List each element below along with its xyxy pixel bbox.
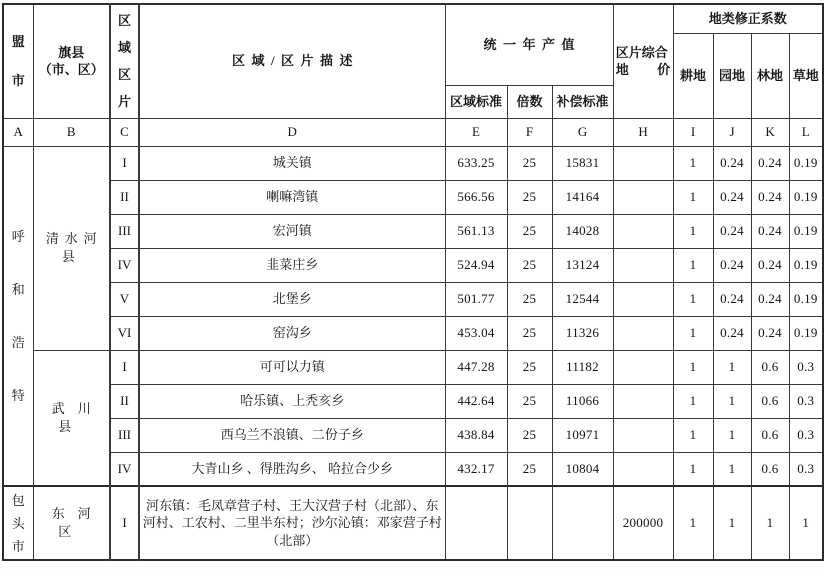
compensation-cell: 14164 [552,180,613,214]
col-letter-c: C [110,118,139,146]
table-row [3,384,823,418]
region-standard-cell: 501.77 [445,282,507,316]
farmland-coef-cell: 1 [673,486,713,560]
zone-price-cell [613,316,673,350]
grassland-coef-cell: 1 [789,486,823,560]
multiplier-cell: 25 [507,282,552,316]
grassland-coef-cell: 0.3 [789,418,823,452]
forest-coef-cell: 0.6 [751,350,789,384]
zone-price-cell [613,350,673,384]
multiplier-cell: 25 [507,452,552,486]
col-header-zone [110,4,139,118]
zone-cell: I [110,486,139,560]
zone-price-cell [613,452,673,486]
multiplier-cell: 25 [507,384,552,418]
region-standard-cell: 561.13 [445,214,507,248]
grassland-coef-cell: 0.19 [789,316,823,350]
col-header-zone-price [613,4,673,118]
region-standard-cell: 432.17 [445,452,507,486]
farmland-coef-cell: 1 [673,384,713,418]
forest-coef-cell: 0.24 [751,316,789,350]
forest-coef-cell: 0.24 [751,282,789,316]
forest-coef-cell: 0.6 [751,418,789,452]
table-row [3,418,823,452]
col-letter-f: F [507,118,552,146]
compensation-cell: 13124 [552,248,613,282]
zone-cell: II [110,180,139,214]
zone-price-cell: 200000 [613,486,673,560]
compensation-cell: 11182 [552,350,613,384]
zone-price-cell [613,418,673,452]
region-standard-cell: 453.04 [445,316,507,350]
col-letter-l: L [789,118,823,146]
farmland-coef-cell: 1 [673,214,713,248]
table-row [3,180,823,214]
compensation-cell: 10971 [552,418,613,452]
multiplier-cell: 25 [507,316,552,350]
orchard-coef-cell: 1 [713,350,751,384]
orchard-coef-cell: 1 [713,486,751,560]
forest-coef-cell: 0.24 [751,214,789,248]
description-cell: 城关镇 [139,146,445,180]
farmland-coef-cell: 1 [673,180,713,214]
orchard-coef-cell: 1 [713,418,751,452]
region-standard-cell: 633.25 [445,146,507,180]
league-cell-baotou [3,486,33,560]
zone-cell: III [110,418,139,452]
farmland-coef-cell: 1 [673,248,713,282]
multiplier-cell: 25 [507,248,552,282]
compensation-cell: 14028 [552,214,613,248]
county-cell-wuchuan: 武川县 [33,350,110,486]
orchard-coef-cell: 0.24 [713,316,751,350]
zone-price-cell [613,146,673,180]
description-cell: 喇嘛湾镇 [139,180,445,214]
county-cell-donghe: 东河区 [33,486,110,560]
description-cell: 西乌兰不浪镇、二份子乡 [139,418,445,452]
col-letter-b: B [33,118,110,146]
zone-cell: I [110,350,139,384]
description-cell: 河东镇：毛凤章营子村、王大汉营子村（北部）、东河村、工农村、二里半东村；沙尔沁镇：邓家营子村（北部） [139,486,445,560]
multiplier-cell: 25 [507,146,552,180]
zone-price-cell [613,214,673,248]
league-label: 包头市 [11,492,25,554]
grassland-coef-cell: 0.3 [789,384,823,418]
farmland-coef-cell: 1 [673,350,713,384]
multiplier-cell: 25 [507,418,552,452]
compensation-cell [552,486,613,560]
col-header-league-label: 盟市 [11,34,25,89]
description-cell: 窑沟乡 [139,316,445,350]
col-group-land-coefficients: 地类修正系数 [673,4,823,33]
col-header-zone-price-line1: 区片综合 [615,44,668,60]
orchard-coef-cell: 1 [713,452,751,486]
compensation-cell: 11066 [552,384,613,418]
col-letter-i: I [673,118,713,146]
col-header-description: 区域/区片描述 [139,4,445,118]
compensation-cell: 12544 [552,282,613,316]
description-cell: 可可以力镇 [139,350,445,384]
table-row [3,146,823,180]
forest-coef-cell: 0.24 [751,180,789,214]
league-label: 呼和浩特 [11,228,25,403]
league-cell-hohhot [3,146,33,486]
description-cell: 大青山乡 、得胜沟乡、 哈拉合少乡 [139,452,445,486]
orchard-coef-cell: 0.24 [713,282,751,316]
grassland-coef-cell: 0.19 [789,146,823,180]
multiplier-cell: 25 [507,180,552,214]
region-standard-cell: 524.94 [445,248,507,282]
description-cell: 哈乐镇、上秃亥乡 [139,384,445,418]
col-header-banner [33,4,110,118]
grassland-coef-cell: 0.19 [789,248,823,282]
region-standard-cell: 442.64 [445,384,507,418]
zone-cell: II [110,384,139,418]
land-compensation-table [2,3,824,561]
forest-coef-cell: 1 [751,486,789,560]
col-header-region-standard: 区域标准 [445,85,507,118]
forest-coef-cell: 0.6 [751,452,789,486]
col-header-banner-line1: 旗县 [58,44,85,60]
col-letter-a: A [3,118,33,146]
table-row [3,214,823,248]
table-row [3,282,823,316]
col-header-league [3,4,33,118]
zone-cell: IV [110,248,139,282]
col-header-grassland: 草地 [789,33,823,118]
col-header-farmland: 耕地 [673,33,713,118]
grassland-coef-cell: 0.19 [789,180,823,214]
col-letter-g: G [552,118,613,146]
compensation-cell: 15831 [552,146,613,180]
zone-price-cell [613,180,673,214]
farmland-coef-cell: 1 [673,282,713,316]
zone-cell: III [110,214,139,248]
col-header-zone-price-block [616,44,671,79]
multiplier-cell: 25 [507,350,552,384]
table-row [3,248,823,282]
region-standard-cell: 438.84 [445,418,507,452]
col-header-banner-line2: （市、区） [38,62,104,78]
orchard-coef-cell: 0.24 [713,248,751,282]
zone-cell: VI [110,316,139,350]
multiplier-cell: 25 [507,214,552,248]
col-letter-k: K [751,118,789,146]
grassland-coef-cell: 0.3 [789,350,823,384]
description-cell: 宏河镇 [139,214,445,248]
zone-price-cell [613,384,673,418]
col-header-zone-label: 区域区片 [117,13,131,110]
description-cell: 韭菜庄乡 [139,248,445,282]
forest-coef-cell: 0.6 [751,384,789,418]
compensation-cell: 10804 [552,452,613,486]
county-cell-qingshuihe: 清水河县 [33,146,110,350]
multiplier-cell [507,486,552,560]
orchard-coef-cell: 0.24 [713,180,751,214]
table-row [3,486,823,560]
orchard-coef-cell: 1 [713,384,751,418]
farmland-coef-cell: 1 [673,418,713,452]
orchard-coef-cell: 0.24 [713,214,751,248]
col-header-orchard: 园地 [713,33,751,118]
region-standard-cell [445,486,507,560]
farmland-coef-cell: 1 [673,452,713,486]
col-letter-e: E [445,118,507,146]
compensation-cell: 11326 [552,316,613,350]
table-row [3,452,823,486]
col-header-multiplier: 倍数 [507,85,552,118]
region-standard-cell: 447.28 [445,350,507,384]
farmland-coef-cell: 1 [673,316,713,350]
description-cell: 北堡乡 [139,282,445,316]
zone-cell: V [110,282,139,316]
zone-cell: IV [110,452,139,486]
region-standard-cell: 566.56 [445,180,507,214]
zone-cell: I [110,146,139,180]
zone-price-cell [613,248,673,282]
forest-coef-cell: 0.24 [751,248,789,282]
forest-coef-cell: 0.24 [751,146,789,180]
col-group-annual-output: 统一年产值 [445,4,613,85]
farmland-coef-cell: 1 [673,146,713,180]
col-letter-d: D [139,118,445,146]
col-header-compensation-standard: 补偿标准 [552,85,613,118]
orchard-coef-cell: 0.24 [713,146,751,180]
col-letter-j: J [713,118,751,146]
col-letter-h: H [613,118,673,146]
grassland-coef-cell: 0.19 [789,214,823,248]
zone-price-cell [613,282,673,316]
grassland-coef-cell: 0.3 [789,452,823,486]
col-header-zone-price-line2: 地价 [615,62,671,78]
grassland-coef-cell: 0.19 [789,282,823,316]
col-header-forest: 林地 [751,33,789,118]
table-row [3,316,823,350]
table-row [3,350,823,384]
